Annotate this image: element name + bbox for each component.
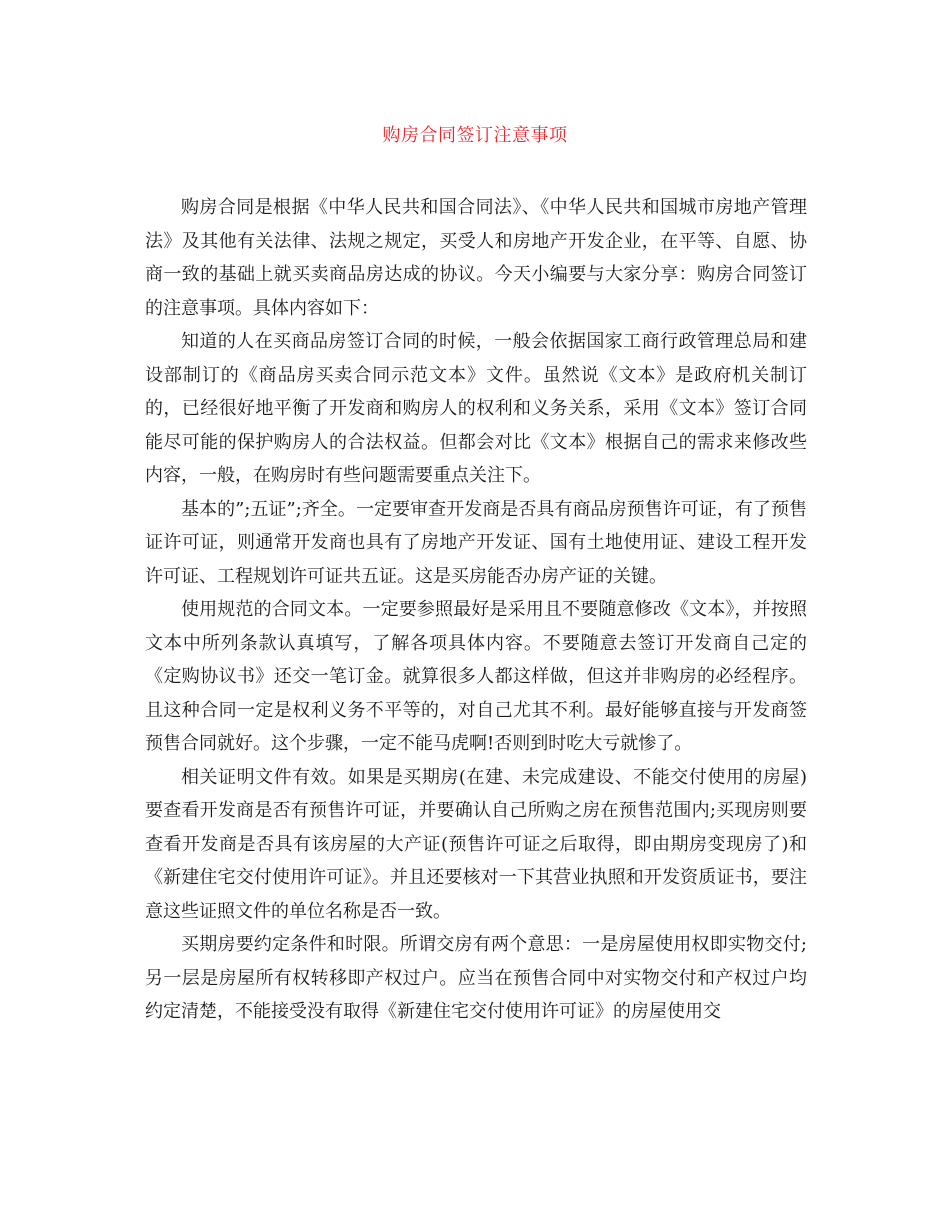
paragraph-standard-contract: 使用规范的合同文本。一定要参照最好是采用且不要随意修改《文本》，并按照文本中所列条款认真填写，了解各项具体内容。不要随意去签订开发商自己定的《定购协议书》还交一笔订金。就算很多人都这样做，但这并非购房的必经程序。且这种合同一定是权利义务不平等的，对自己尤其不利。最好能够直接与开发商签预售合同就好。这个步骤，一定不能马虎啊!否则到时吃大亏就惨了。 bbox=[145, 599, 807, 754]
document-body bbox=[145, 191, 807, 1029]
document-title: 购房合同签订注意事项 bbox=[382, 125, 568, 146]
paragraph-intro: 购房合同是根据《中华人民共和国合同法》、《中华人民共和国城市房地产管理法》及其他有关法律、法规之规定，买受人和房地产开发企业，在平等、自愿、协商一致的基础上就买卖商品房达成的协议。今天小编要与大家分享：购房合同签订的注意事项。具体内容如下： bbox=[145, 197, 807, 319]
paragraph-delivery-terms: 买期房要约定条件和时限。所谓交房有两个意思：一是房屋使用权即实物交付;另一层是房屋所有权转移即产权过户。应当在预售合同中对实物交付和产权过户均约定清楚，不能接受没有取得《新建住宅交付使用许可证》的房屋使用交 bbox=[145, 934, 807, 1022]
paragraph-five-certificates: 基本的”;五证”;齐全。一定要审查开发商是否具有商品房预售许可证，有了预售证许可证，则通常开发商也具有了房地产开发证、国有土地使用证、建设工程开发许可证、工程规划许可证共五证。这是买房能否办房产证的关键。 bbox=[145, 498, 807, 587]
paragraph-contract-template: 知道的人在买商品房签订合同的时候，一般会依据国家工商行政管理总局和建设部制订的《商品房买卖合同示范文本》文件。虽然说《文本》是政府机关制订的，已经很好地平衡了开发商和购房人的权利和义务关系，采用《文本》签订合同能尽可能的保护购房人的合法权益。但都会对比《文本》根据自己的需求来修改些内容，一般，在购房时有些问题需要重点关注下。 bbox=[145, 331, 807, 486]
paragraph-valid-documents: 相关证明文件有效。如果是买期房(在建、未完成建设、不能交付使用的房屋)要查看开发商是否有预售许可证，并要确认自己所购之房在预售范围内;买现房则要查看开发商是否具有该房屋的大产证(预售许可证之后取得，即由期房变现房了)和《新建住宅交付使用许可证》。并且还要核对一下其营业执照和开发资质证书，要注意这些证照文件的单位名称是否一致。 bbox=[145, 766, 807, 922]
